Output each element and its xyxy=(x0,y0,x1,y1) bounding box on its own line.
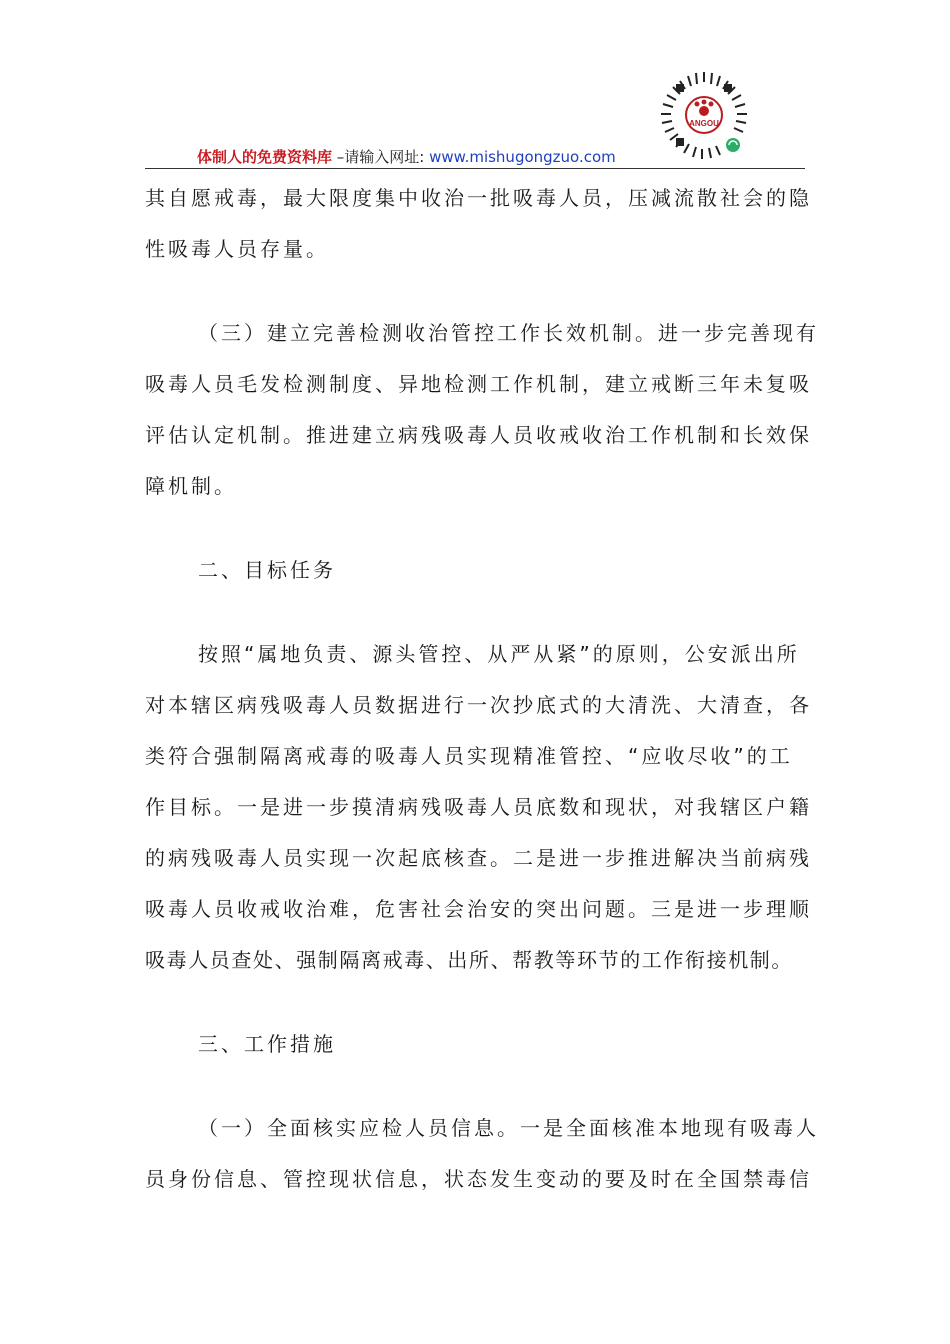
body-line: 评估认定机制。推进建立病残吸毒人员收戒收治工作机制和长效保 xyxy=(145,423,812,447)
body-line: 吸毒人员查处、强制隔离戒毒、出所、帮教等环节的工作衔接机制。 xyxy=(145,948,793,972)
body-line: 作目标。一是进一步摸清病残吸毒人员底数和现状，对我辖区户籍 xyxy=(145,795,812,819)
section-heading: （一）全面核实应检人员信息。一是全面核准本地现有吸毒人 xyxy=(198,1116,819,1140)
body-line: 类符合强制隔离戒毒的吸毒人员实现精准管控、“应收尽收”的工 xyxy=(145,744,793,768)
body-line: 其自愿戒毒，最大限度集中收治一批吸毒人员，压减流散社会的隐 xyxy=(145,186,812,210)
body-line: 障机制。 xyxy=(145,474,237,498)
header-prompt: –请输入网址: xyxy=(336,148,425,166)
section-heading: （三）建立完善检测收治管控工作长效机制。进一步完善现有 xyxy=(198,321,819,345)
section-heading: 三、工作措施 xyxy=(198,1032,336,1056)
section-heading: 二、目标任务 xyxy=(198,558,336,582)
header-text xyxy=(197,146,616,167)
header-url-link[interactable]: www.mishugongzuo.com xyxy=(429,148,616,166)
qr-logo-text: ANGOU xyxy=(689,119,719,128)
body-line: 按照“属地负责、源头管控、从严从紧”的原则，公安派出所 xyxy=(198,642,800,666)
body-line: 吸毒人员收戒收治难，危害社会治安的突出问题。三是进一步理顺 xyxy=(145,897,812,921)
header-site-name: 体制人的免费资料库 xyxy=(197,148,333,166)
page-header xyxy=(145,140,805,169)
body-line: 性吸毒人员存量。 xyxy=(145,237,329,261)
body-line: 吸毒人员毛发检测制度、异地检测工作机制，建立戒断三年未复吸 xyxy=(145,372,812,396)
body-line: 对本辖区病残吸毒人员数据进行一次抄底式的大清洗、大清查，各 xyxy=(145,693,812,717)
body-line: 员身份信息、管控现状信息，状态发生变动的要及时在全国禁毒信 xyxy=(145,1167,812,1191)
body-line: 的病残吸毒人员实现一次起底核查。二是进一步推进解决当前病残 xyxy=(145,846,812,870)
